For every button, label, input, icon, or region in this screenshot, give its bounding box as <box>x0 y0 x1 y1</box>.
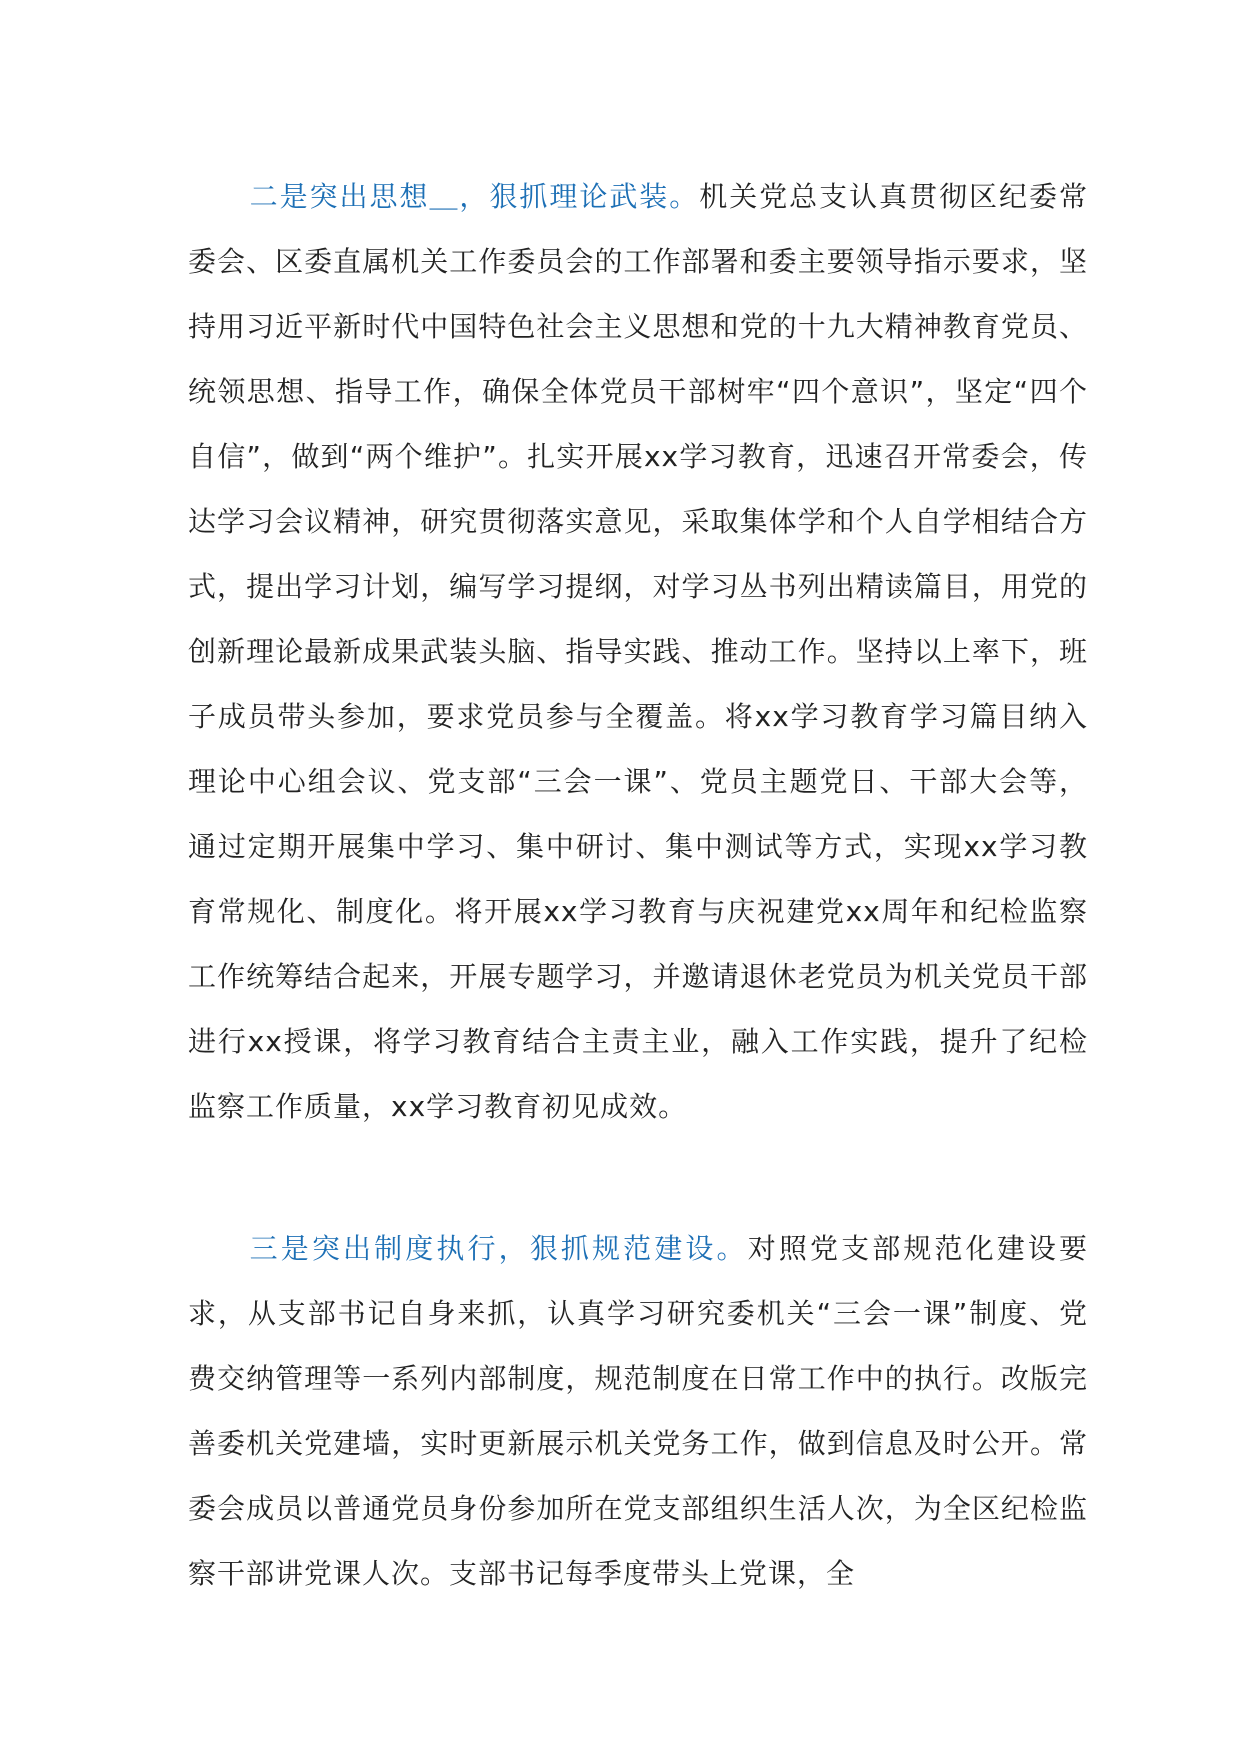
paragraph-text <box>188 164 1088 1139</box>
paragraph-text <box>188 1216 1088 1606</box>
paragraph-ideology <box>188 164 1088 1139</box>
paragraph-lead-heading: 二是突出思想＿，狠抓理论武装。 <box>249 180 700 213</box>
paragraph-body: 机关党总支认真贯彻区纪委常委会、区委直属机关工作委员会的工作部署和委主要领导指示要求，坚持用习近平新时代中国特色社会主义思想和党的十九大精神教育党员、统领思想、指导工作，确保全体党员干部树牢“四个意识”，坚定“四个自信”，做到“两个维护”。扎实开展xx学习教育，迅速召开常委会，传达学习会议精神，研究贯彻落实意见，采取集体学和个人自学相结合方式，提出学习计划，编写学习提纲，对学习丛书列出精读篇目，用党的创新理论最新成果武装头脑、指导实践、推动工作。坚持以上率下，班子成员带头参加，要求党员参与全覆盖。将xx学习教育学习篇目纳入理论中心组会议、党支部“三会一课”、党员主题党日、干部大会等，通过定期开展集中学习、集中研讨、集中测试等方式，实现xx学习教育常规化、制度化。将开展xx学习教育与庆祝建党xx周年和纪检监察工作统筹结合起来，开展专题学习，并邀请退休老党员为机关党员干部进行xx授课，将学习教育结合主责主业，融入工作实践，提升了纪检监察工作质量，xx学习教育初见成效。 <box>188 180 1088 1123</box>
paragraph-body: 对照党支部规范化建设要求，从支部书记自身来抓，认真学习研究委机关“三会一课”制度、党费交纳管理等一系列内部制度，规范制度在日常工作中的执行。改版完善委机关党建墙，实时更新展示机关党务工作，做到信息及时公开。常委会成员以普通党员身份参加所在党支部组织生活人次，为全区纪检监察干部讲党课人次。支部书记每季度带头上党课，全 <box>188 1232 1088 1590</box>
paragraph-system-execution <box>188 1216 1088 1606</box>
paragraph-lead-heading: 三是突出制度执行，狠抓规范建设。 <box>249 1232 748 1265</box>
